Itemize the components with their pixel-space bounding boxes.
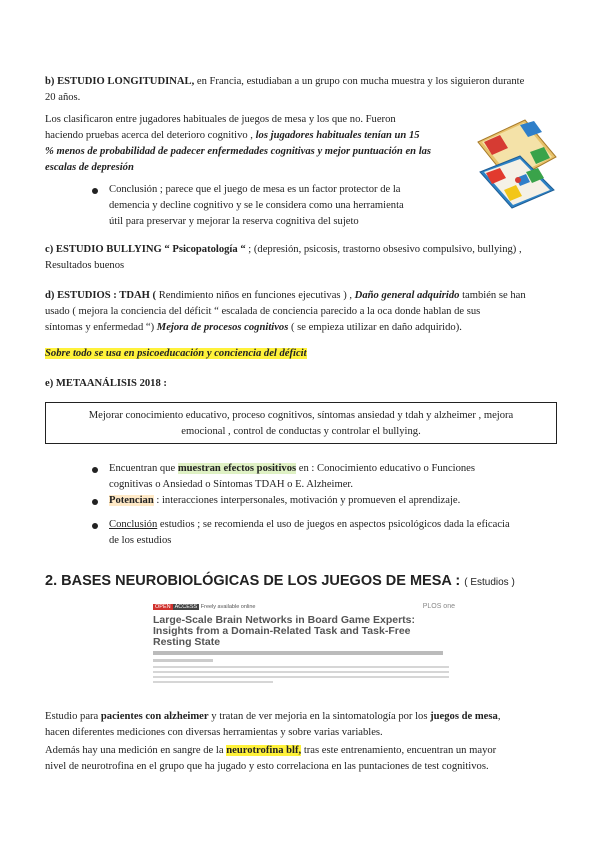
bullet-dot [92, 467, 98, 473]
bullying-paragraph: c) ESTUDIO BULLYING “ Psicopatología “ ; (depresión, psicosis, trastorno obsesivo compulsivo, bullying) , Resultados buenos [45, 242, 565, 274]
meta-box-line2: emocional , control de conductas y controlar el bullying. [181, 426, 421, 437]
longitudinal-text: en Francia, estudiaban a un grupo con mucha muestra y los siguieron durante [194, 76, 525, 87]
longitudinal-paragraph [45, 74, 560, 90]
clasif-line1: Los clasificaron entre jugadores habituales de juegos de mesa y los que no. Fueron [45, 114, 396, 125]
author-line [153, 651, 443, 655]
conclusion-line2: demencia y decline cognitivo y se le considera como una herramienta [109, 200, 404, 211]
section2-title: 2. BASES NEUROBIOLÓGICAS DE LOS JUEGOS DE MESA : [45, 573, 465, 589]
board-game-image [470, 112, 560, 212]
bullet-encuentran: Encuentran que muestran efectos positivos en : Conocimiento educativo o Funciones cognitivas o Ansiedad o Síntomas TDAH o E. Alzheimer. [109, 463, 476, 490]
tdah-paragraph: d) ESTUDIOS : TDAH ( Rendimiento niños en funciones ejecutivas ) , Daño general adquirido también se han usado ( mejora la conciencia del déficit “ escalada de conciencia parecido a la oca donde hablan de sus síntomas y enfermedad “) Mejora de procesos cognitivos ( se empieza utilizar en daño adquirido). [45, 288, 560, 336]
bullet-dot [92, 188, 98, 194]
section2-heading [45, 573, 515, 591]
conclusion-line3: útil para preservar y mejorar la reserva cognitiva del sujeto [109, 216, 359, 227]
affiliation-line [153, 666, 449, 668]
affiliation-line [153, 676, 449, 678]
clasif-line4: escalas de depresión [45, 162, 134, 173]
bullying-label: c) ESTUDIO BULLYING “ Psicopatología “ [45, 244, 246, 255]
meta-label: e) METAANÁLISIS 2018 : [45, 378, 167, 389]
meta-box-line1: Mejorar conocimiento educativo, proceso cognitivos, síntomas ansiedad y tdah y alzheimer , mejora [88, 410, 514, 421]
neurotrofina-paragraph: Además hay una medición en sangre de la neurotrofina blf, tras este entrenamiento, encuentran un mayor nivel de neurotrofina en el grupo que ha jugado y esto correlaciona en las puntaciones de test cognitivos. [45, 745, 497, 772]
tdah-line2: usado ( mejora la conciencia del déficit “ escalada de conciencia parecido a la oca donde hablan de sus [45, 306, 481, 317]
clasificacion-paragraph [45, 112, 465, 176]
psicoeducacion-highlight: Sobre todo se usa en psicoeducación y conciencia del déficit [45, 348, 307, 359]
longitudinal-line2: 20 años. [45, 92, 81, 103]
author-line [153, 659, 213, 662]
clasif-line2: haciendo pruebas acerca del deterioro cognitivo , los jugadores habituales tenían un 15 [45, 130, 420, 141]
bullet-dot [92, 499, 98, 505]
conclusion-line1: Conclusión ; parece que el juego de mesa es un factor protector de la [109, 184, 401, 195]
paper-title: Large-Scale Brain Networks in Board Game Experts: Insights from a Domain-Related Task and Task-Free Resting State [153, 614, 416, 648]
tdah-label: d) ESTUDIOS : TDAH ( [45, 290, 157, 301]
paper-thumbnail: OPEN ACCESS Freely available online PLOS one Large-Scale Brain Networks in Board Game Experts: Insights from a Domain-Related Task and Task-Free Resting State [152, 603, 457, 695]
bullet-dot [92, 523, 98, 529]
affiliation-line [153, 671, 449, 673]
alzheimer-paragraph: Estudio para pacientes con alzheimer y tratan de ver mejoria en la sintomatología por los juegos de mesa, hacen diferentes mediciones con diversas herramientas y sobre varias variables. [45, 711, 501, 738]
affiliation-line [153, 681, 273, 683]
bullet-conclusion: Conclusión estudios ; se recomienda el uso de juegos en aspectos psicológicos dada la eficacia de los estudios [109, 519, 510, 546]
bullet-potencian: Potencian : interacciones interpersonales, motivación y promueven el aprendizaje. [109, 495, 461, 506]
clasif-line3: % menos de probabilidad de padecer enfermedades cognitivas y mejor puntuación en las [45, 146, 432, 157]
journal-logo: PLOS one [422, 603, 455, 610]
conclusion-paragraph [109, 182, 450, 230]
meta-box [45, 402, 557, 444]
longitudinal-label: b) ESTUDIO LONGITUDINAL, [45, 76, 195, 87]
section2-subtitle: ( Estudios ) [464, 577, 515, 588]
bullying-line2: Resultados buenos [45, 260, 125, 271]
